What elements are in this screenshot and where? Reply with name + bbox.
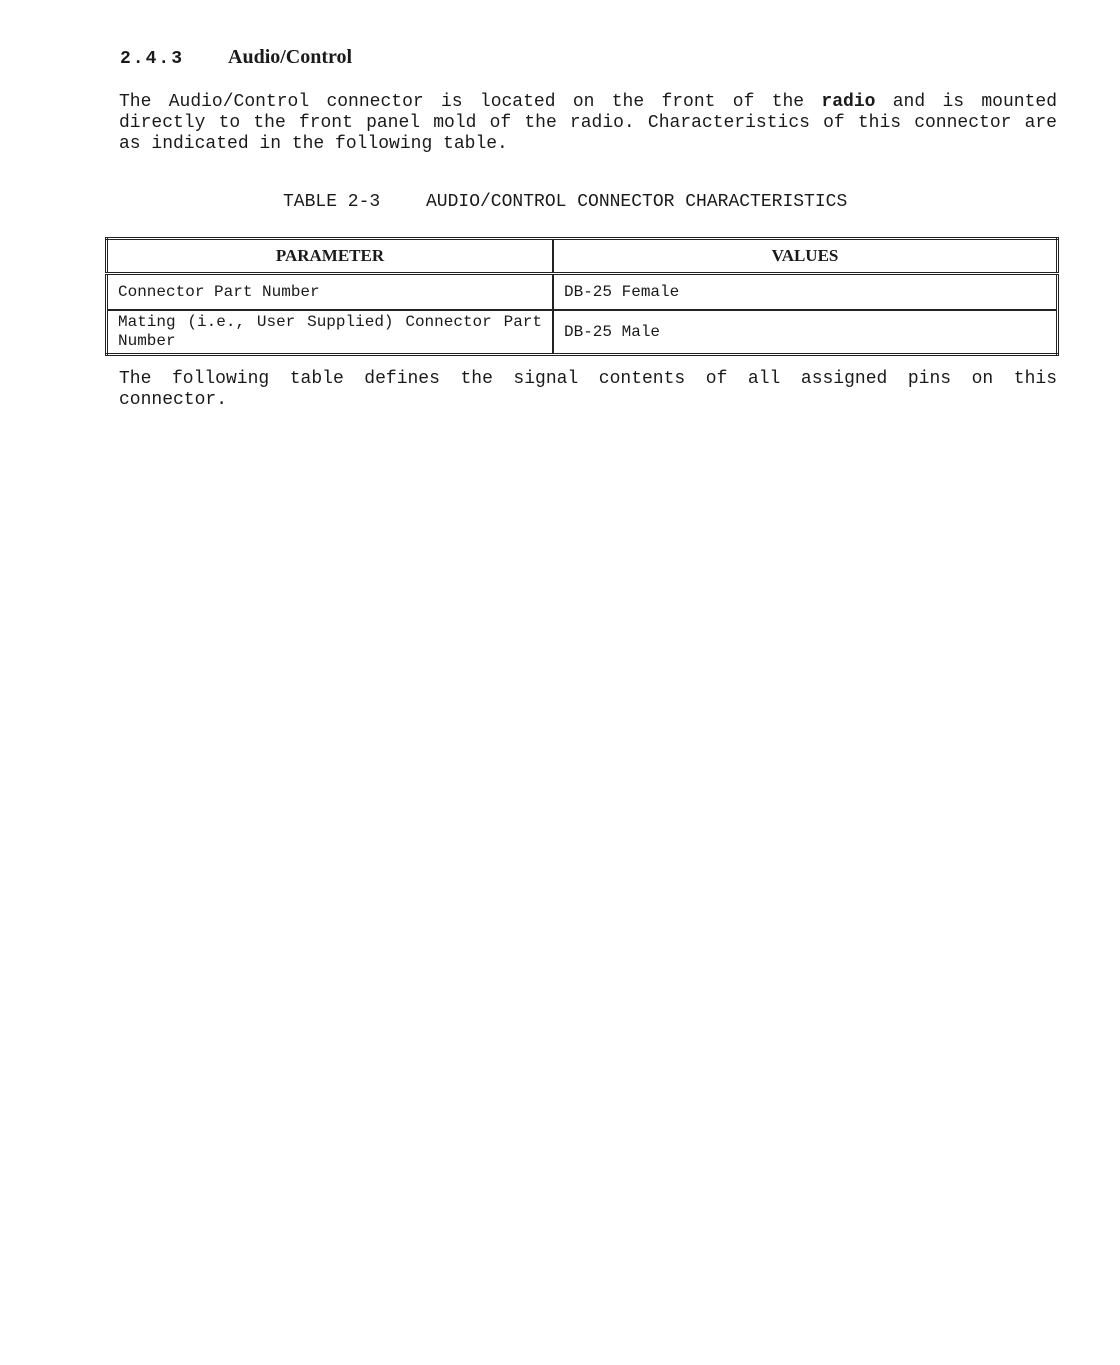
connector-characteristics-table [105,237,1059,356]
parameter-cell: Connector Part Number [107,274,554,311]
intro-text-start: The Audio/Control connector is located on the front of the [119,92,822,112]
table-caption [283,192,847,212]
table-number: TABLE 2-3 [283,192,381,212]
intro-text-end: and is mounted directly to the front panel mold of the radio. Characteristics of this connector are as indicated in the following table. [119,92,1057,154]
column-header-values: VALUES [553,239,1058,274]
table-title: AUDIO/CONTROL CONNECTOR CHARACTERISTICS [426,192,848,212]
table-header-row [107,239,1058,274]
value-cell: DB-25 Female [553,274,1058,311]
section-title: Audio/Control [228,46,353,68]
table-row [107,310,1058,355]
intro-bold-word: radio [821,92,876,112]
column-header-parameter: PARAMETER [107,239,554,274]
parameter-cell: Mating (i.e., User Supplied) Connector Part Number [107,310,554,355]
value-cell: DB-25 Male [553,310,1058,355]
section-number: 2.4.3 [120,49,185,69]
closing-paragraph: The following table defines the signal contents of all assigned pins on this connector. [119,369,1057,410]
section-heading [120,46,352,69]
intro-paragraph [119,92,1057,155]
table-row [107,274,1058,311]
